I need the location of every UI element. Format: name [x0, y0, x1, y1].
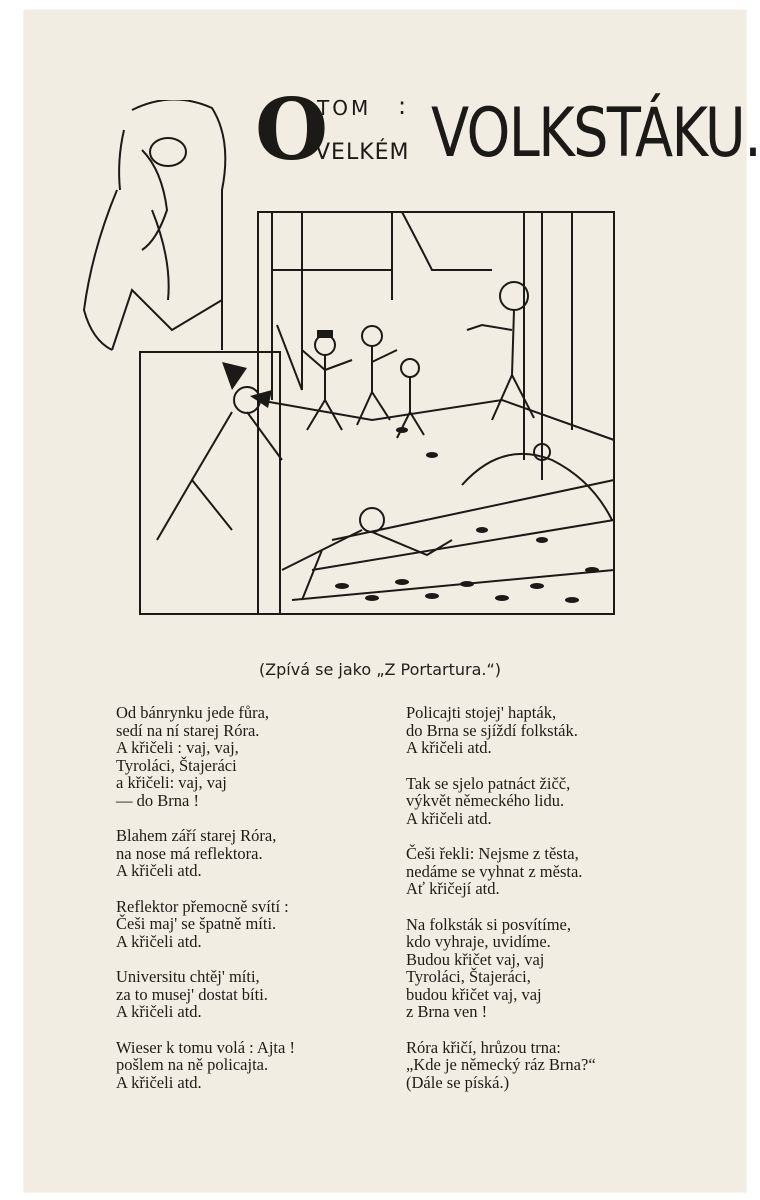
poem-line: Róra křičí, hrůzou trna: — [406, 1037, 561, 1057]
poem-line: — do Brna ! — [116, 790, 199, 810]
poem-line: Budou křičet vaj, vaj — [406, 949, 545, 969]
poem-line: za to musej' dostat bíti. — [116, 984, 268, 1004]
poem-line: Češi maj' se špatně míti. — [116, 914, 277, 933]
poem-line: pošlem na ně policajta. — [116, 1055, 269, 1074]
poem-line: A křičeli atd. — [406, 738, 492, 757]
poem-line: Ať křičejí atd. — [406, 879, 500, 898]
poem-stanza — [116, 898, 386, 951]
poem-stanza — [406, 775, 696, 828]
poem-line: na nose má reflektora. — [116, 843, 263, 863]
poem-line: Tak se sjelo patnáct žičč, — [406, 773, 571, 793]
poem-line: kdo vyhraje, uvidíme. — [406, 932, 551, 951]
poem-line: a křičeli: vaj, vaj — [116, 773, 227, 792]
poem-right-column — [406, 704, 696, 1109]
poem-stanza — [116, 968, 386, 1021]
poem-line: „Kde je německý ráz Brna?“ — [406, 1055, 596, 1074]
title-colon: : — [398, 92, 407, 120]
poem-line: A křičeli atd. — [116, 931, 202, 951]
postcard-title — [255, 80, 760, 188]
poem-line: Češi řekli: Nejsme z těsta, — [406, 844, 579, 863]
poem-line: A křičeli atd. — [406, 808, 492, 828]
title-tom: TOM — [317, 96, 372, 120]
poem-line: Wieser k tomu volá : Ajta ! — [116, 1037, 295, 1057]
poem-line: Tyroláci, Štajeráci — [116, 755, 237, 775]
poem-stanza — [406, 845, 696, 898]
poem-stanza — [406, 1039, 696, 1092]
title-volkstaku: VOLKSTÁKU. — [431, 94, 760, 173]
poem-line: Policajti stojej' hapták, — [406, 703, 557, 722]
poem-left-column — [116, 704, 386, 1109]
title-letter-o: O — [255, 80, 329, 179]
poem-stanza — [406, 916, 696, 1021]
song-subtitle: (Zpívá se jako „Z Portartura.“) — [258, 660, 502, 679]
poem-line: Na folksták si posvítíme, — [406, 914, 571, 934]
poem-line: Od bánrynku jede fůra, — [116, 703, 270, 722]
poem-line: sedí na ní starej Róra. — [116, 720, 260, 740]
poem-line: Reflektor přemocně svítí : — [116, 896, 289, 916]
poem-line: A křičeli atd. — [116, 1002, 202, 1021]
poem-line: Universitu chtěj' míti, — [116, 967, 260, 986]
title-velkem: VELKÉM — [315, 140, 410, 165]
poem-line: výkvět německého lidu. — [406, 791, 565, 810]
poem-line: budou křičet vaj, vaj — [406, 984, 542, 1004]
poem-line: A křičeli atd. — [116, 861, 202, 880]
poem-stanza — [116, 827, 386, 880]
poem-line: (Dále se píská.) — [406, 1072, 510, 1092]
poem-line: A křičeli : vaj, vaj, — [116, 738, 239, 757]
poem-line: A křičeli atd. — [116, 1072, 202, 1092]
poem-line: z Brna ven ! — [406, 1002, 488, 1021]
poem-stanza — [406, 704, 696, 757]
poem-stanza — [116, 1039, 386, 1092]
poem-line: do Brna se sjíždí folksták. — [406, 720, 578, 740]
poem-stanza — [116, 704, 386, 809]
poem-line: nedáme se vyhnat z města. — [406, 861, 583, 881]
poem-line: Blahem září starej Róra, — [116, 826, 277, 845]
poem-line: Tyroláci, Štajeráci, — [406, 967, 531, 986]
